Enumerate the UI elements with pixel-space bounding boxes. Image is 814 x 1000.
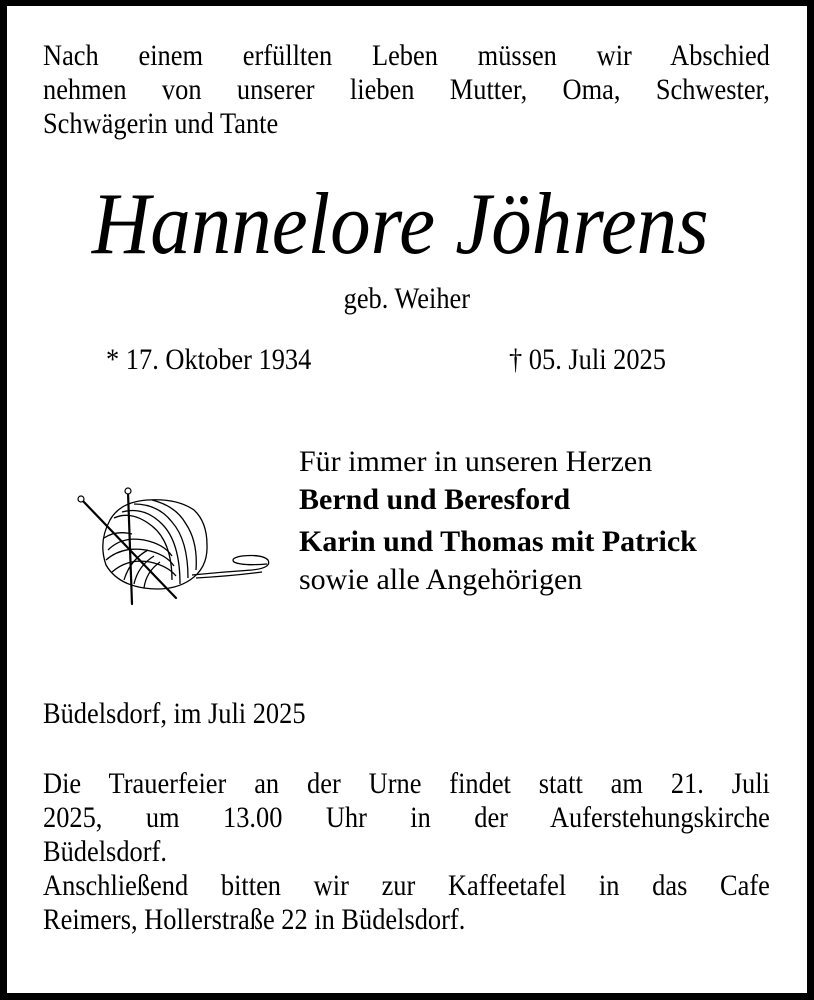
deceased-name-text: Hannelore Jöhrens [91, 176, 709, 273]
service-line: Die Trauerfeier an der Urne findet statt am 21. Juli [43, 767, 770, 800]
birth-date [106, 343, 339, 377]
dagger-icon: † [509, 343, 523, 376]
place-date [43, 697, 341, 731]
mourner-name: Karin und Thomas mit Patrick [299, 525, 697, 558]
intro-line: Schwägerin und Tante [43, 107, 279, 140]
maiden-name [0, 282, 814, 316]
birth-date-text: * 17. Oktober 1934 [106, 343, 312, 376]
reception-line: Anschließend bitten wir zur Kaffeetafel in das Cafe [43, 869, 770, 902]
reception-paragraph [43, 869, 770, 937]
deceased-name [0, 177, 800, 273]
mourner-names [299, 525, 697, 559]
place-date-text: Büdelsdorf, im Juli 2025 [43, 697, 306, 730]
mourners-intro [299, 445, 652, 479]
reception-line: Reimers, Hollerstraße 22 in Büdelsdorf. [43, 903, 466, 936]
service-line: Büdelsdorf. [43, 835, 167, 868]
intro-paragraph [43, 39, 770, 141]
death-date-text: 05. Juli 2025 [528, 343, 666, 376]
intro-line: Nach einem erfüllten Leben müssen wir Abschied [43, 39, 770, 72]
service-line: 2025, um 13.00 Uhr in der Auferstehungskirche [43, 801, 770, 834]
mourners-others-text: sowie alle Angehörigen [299, 563, 583, 596]
yarn-ball-with-knitting-needles-icon [72, 480, 282, 610]
intro-line: nehmen von unserer lieben Mutter, Oma, Schwester, [43, 73, 770, 106]
maiden-name-text: geb. Weiher [343, 282, 471, 315]
service-paragraph [43, 767, 770, 869]
mourners-others [299, 563, 582, 597]
mourner-name: Bernd und Beresford [299, 483, 571, 516]
mourner-names [299, 483, 570, 517]
death-date [509, 343, 687, 377]
mourners-intro-text: Für immer in unseren Herzen [299, 445, 653, 478]
